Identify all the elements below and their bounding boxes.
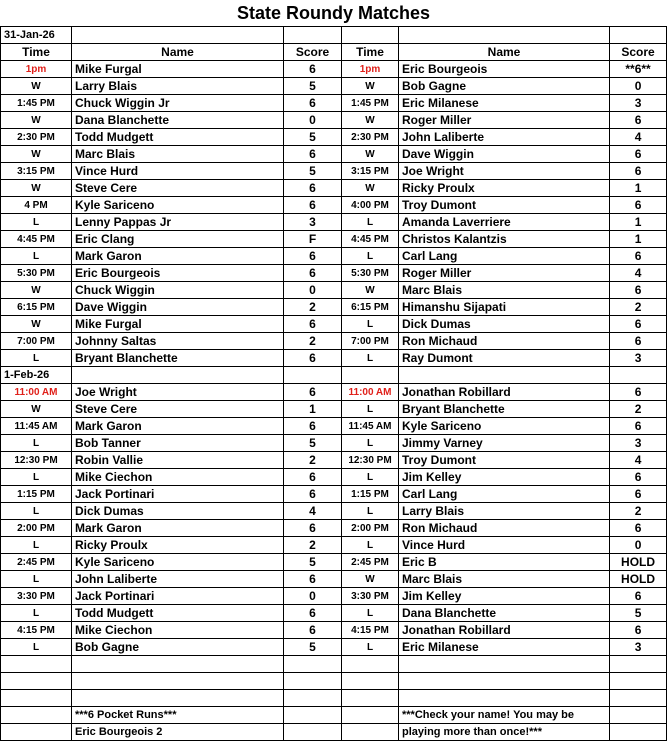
name-cell: Dave Wiggin: [72, 299, 284, 316]
score-cell: 6: [284, 486, 342, 503]
time-cell: L: [1, 214, 72, 231]
table-row: [1, 605, 667, 622]
score-cell: 3: [284, 214, 342, 231]
table-row: [1, 537, 667, 554]
blank-cell: [342, 656, 399, 673]
name-cell: Johnny Saltas: [72, 333, 284, 350]
table-row: [1, 503, 667, 520]
blank-cell: [72, 656, 284, 673]
name-cell: Chuck Wiggin: [72, 282, 284, 299]
table-row: [1, 78, 667, 95]
name-cell: Mark Garon: [72, 248, 284, 265]
table-row: [1, 520, 667, 537]
time-cell: 6:15 PM: [1, 299, 72, 316]
time-cell: 11:00 AM: [342, 384, 399, 401]
score-cell: 6: [610, 469, 667, 486]
time-cell: 1pm: [1, 61, 72, 78]
score-cell: F: [284, 231, 342, 248]
time-cell: 11:45 AM: [342, 418, 399, 435]
score-cell: 0: [610, 78, 667, 95]
note-row: [1, 724, 667, 741]
time-cell: W: [342, 571, 399, 588]
score-cell: HOLD: [610, 571, 667, 588]
time-cell: L: [1, 639, 72, 656]
table-row: [1, 486, 667, 503]
name-cell: Robin Vallie: [72, 452, 284, 469]
score-cell: 6: [284, 520, 342, 537]
table-row: [1, 333, 667, 350]
time-cell: 1:15 PM: [1, 486, 72, 503]
score-cell: 1: [610, 214, 667, 231]
name-cell: Jim Kelley: [399, 469, 610, 486]
name-cell: Eric Milanese: [399, 95, 610, 112]
blank-cell: [342, 707, 399, 724]
score-cell: 2: [284, 333, 342, 350]
time-cell: 1:45 PM: [342, 95, 399, 112]
note-right: ***Check your name! You may be: [399, 707, 610, 724]
name-cell: Ricky Proulx: [72, 537, 284, 554]
time-cell: 2:30 PM: [342, 129, 399, 146]
name-cell: Mike Ciechon: [72, 622, 284, 639]
score-cell: 5: [284, 554, 342, 571]
time-cell: L: [1, 503, 72, 520]
score-cell: 6: [610, 622, 667, 639]
score-cell: 4: [284, 503, 342, 520]
name-cell: Bob Gagne: [399, 78, 610, 95]
score-cell: 6: [610, 316, 667, 333]
time-cell: 4 PM: [1, 197, 72, 214]
blank-cell: [610, 673, 667, 690]
score-cell: 3: [610, 435, 667, 452]
name-cell: Marc Blais: [72, 146, 284, 163]
table-row: [1, 639, 667, 656]
header-score-right: Score: [610, 44, 667, 61]
blank-cell: [284, 367, 342, 384]
score-cell: 2: [284, 299, 342, 316]
time-cell: L: [1, 248, 72, 265]
name-cell: Mike Ciechon: [72, 469, 284, 486]
time-cell: W: [1, 180, 72, 197]
name-cell: Roger Miller: [399, 112, 610, 129]
name-cell: Carl Lang: [399, 248, 610, 265]
time-cell: W: [342, 146, 399, 163]
blank-cell: [284, 656, 342, 673]
time-cell: 2:45 PM: [1, 554, 72, 571]
name-cell: Jonathan Robillard: [399, 384, 610, 401]
table-row: [1, 418, 667, 435]
name-cell: Todd Mudgett: [72, 129, 284, 146]
name-cell: Steve Cere: [72, 401, 284, 418]
score-cell: 6: [284, 265, 342, 282]
blank-cell: [1, 690, 72, 707]
day1-date: 31-Jan-26: [1, 27, 72, 44]
header-score-left: Score: [284, 44, 342, 61]
name-cell: Dana Blanchette: [72, 112, 284, 129]
date-row: [1, 367, 667, 384]
time-cell: 3:30 PM: [342, 588, 399, 605]
table-row: [1, 248, 667, 265]
time-cell: L: [1, 350, 72, 367]
time-cell: 5:30 PM: [1, 265, 72, 282]
time-cell: 1:45 PM: [1, 95, 72, 112]
blank-cell: [284, 724, 342, 741]
table-row: [1, 197, 667, 214]
score-cell: 5: [284, 639, 342, 656]
blank-row: [1, 673, 667, 690]
time-cell: W: [1, 146, 72, 163]
score-cell: 6: [284, 350, 342, 367]
name-cell: Mike Furgal: [72, 61, 284, 78]
name-cell: Troy Dumont: [399, 197, 610, 214]
score-cell: 5: [284, 78, 342, 95]
table-row: [1, 350, 667, 367]
score-cell: 4: [610, 129, 667, 146]
time-cell: 3:15 PM: [1, 163, 72, 180]
time-cell: L: [342, 248, 399, 265]
note-left: ***6 Pocket Runs***: [72, 707, 284, 724]
table-row: [1, 452, 667, 469]
table-row: [1, 265, 667, 282]
day2-date: 1-Feb-26: [1, 367, 72, 384]
blank-cell: [610, 656, 667, 673]
table-row: [1, 214, 667, 231]
note-left: Eric Bourgeois 2: [72, 724, 284, 741]
header-time-left: Time: [1, 44, 72, 61]
time-cell: 4:45 PM: [342, 231, 399, 248]
score-cell: 6: [610, 520, 667, 537]
score-cell: 6: [610, 384, 667, 401]
name-cell: Eric B: [399, 554, 610, 571]
name-cell: Joe Wright: [399, 163, 610, 180]
name-cell: Amanda Laverriere: [399, 214, 610, 231]
time-cell: 4:45 PM: [1, 231, 72, 248]
name-cell: Mark Garon: [72, 418, 284, 435]
blank-cell: [399, 673, 610, 690]
table-row: [1, 299, 667, 316]
note-right: playing more than once!***: [399, 724, 610, 741]
name-cell: Vince Hurd: [399, 537, 610, 554]
score-cell: 5: [284, 435, 342, 452]
score-cell: 3: [610, 639, 667, 656]
score-cell: 6: [284, 61, 342, 78]
name-cell: Dana Blanchette: [399, 605, 610, 622]
score-cell: 6: [284, 180, 342, 197]
score-cell: 6: [284, 605, 342, 622]
blank-cell: [72, 690, 284, 707]
time-cell: W: [1, 112, 72, 129]
header-name-left: Name: [72, 44, 284, 61]
time-cell: L: [1, 571, 72, 588]
name-cell: Bob Gagne: [72, 639, 284, 656]
table-row: [1, 180, 667, 197]
time-cell: W: [342, 112, 399, 129]
time-cell: 11:00 AM: [1, 384, 72, 401]
score-cell: 6: [284, 469, 342, 486]
time-cell: 5:30 PM: [342, 265, 399, 282]
time-cell: W: [1, 78, 72, 95]
table-row: [1, 571, 667, 588]
table-row: [1, 163, 667, 180]
score-cell: 2: [610, 401, 667, 418]
score-cell: 3: [610, 95, 667, 112]
name-cell: Kyle Sariceno: [72, 554, 284, 571]
blank-cell: [72, 367, 284, 384]
time-cell: 2:45 PM: [342, 554, 399, 571]
blank-cell: [610, 690, 667, 707]
name-cell: Larry Blais: [72, 78, 284, 95]
name-cell: Eric Bourgeois: [399, 61, 610, 78]
score-cell: 3: [610, 350, 667, 367]
score-cell: 6: [610, 163, 667, 180]
time-cell: L: [342, 401, 399, 418]
name-cell: Lenny Pappas Jr: [72, 214, 284, 231]
name-cell: Chuck Wiggin Jr: [72, 95, 284, 112]
time-cell: L: [1, 605, 72, 622]
time-cell: W: [1, 282, 72, 299]
time-cell: W: [342, 282, 399, 299]
blank-cell: [610, 707, 667, 724]
time-cell: L: [342, 214, 399, 231]
title-row: [1, 0, 667, 27]
name-cell: Jimmy Varney: [399, 435, 610, 452]
score-cell: 6: [284, 248, 342, 265]
time-cell: L: [1, 537, 72, 554]
name-cell: Bryant Blanchette: [399, 401, 610, 418]
table-row: [1, 282, 667, 299]
score-cell: 6: [284, 95, 342, 112]
score-cell: 6: [610, 333, 667, 350]
blank-cell: [399, 656, 610, 673]
blank-cell: [284, 707, 342, 724]
name-cell: Mark Garon: [72, 520, 284, 537]
name-cell: Dave Wiggin: [399, 146, 610, 163]
score-cell: HOLD: [610, 554, 667, 571]
time-cell: W: [1, 316, 72, 333]
score-cell: 6: [284, 622, 342, 639]
blank-row: [1, 656, 667, 673]
time-cell: 7:00 PM: [342, 333, 399, 350]
score-cell: 6: [610, 248, 667, 265]
name-cell: John Laliberte: [72, 571, 284, 588]
name-cell: Troy Dumont: [399, 452, 610, 469]
time-cell: 4:00 PM: [342, 197, 399, 214]
date-row: [1, 27, 667, 44]
time-cell: 1:15 PM: [342, 486, 399, 503]
blank-cell: [610, 367, 667, 384]
score-cell: 6: [610, 588, 667, 605]
table-row: [1, 146, 667, 163]
time-cell: 6:15 PM: [342, 299, 399, 316]
score-cell: 6: [284, 418, 342, 435]
score-cell: 6: [610, 112, 667, 129]
score-cell: 2: [610, 299, 667, 316]
score-cell: 5: [284, 163, 342, 180]
table-row: [1, 61, 667, 78]
blank-cell: [1, 707, 72, 724]
time-cell: 2:00 PM: [1, 520, 72, 537]
name-cell: Jack Portinari: [72, 588, 284, 605]
table-row: [1, 231, 667, 248]
blank-cell: [1, 656, 72, 673]
blank-cell: [72, 673, 284, 690]
time-cell: L: [342, 639, 399, 656]
time-cell: L: [342, 503, 399, 520]
score-cell: 6: [610, 418, 667, 435]
time-cell: 3:15 PM: [342, 163, 399, 180]
blank-cell: [399, 367, 610, 384]
time-cell: L: [1, 469, 72, 486]
time-cell: 4:15 PM: [342, 622, 399, 639]
score-cell: 1: [610, 231, 667, 248]
name-cell: Eric Milanese: [399, 639, 610, 656]
time-cell: 12:30 PM: [342, 452, 399, 469]
time-cell: 7:00 PM: [1, 333, 72, 350]
score-cell: 6: [284, 146, 342, 163]
score-cell: 0: [284, 282, 342, 299]
table-row: [1, 316, 667, 333]
name-cell: Dick Dumas: [399, 316, 610, 333]
score-cell: 5: [284, 129, 342, 146]
score-cell: 6: [610, 197, 667, 214]
blank-cell: [1, 724, 72, 741]
time-cell: L: [342, 605, 399, 622]
table-row: [1, 384, 667, 401]
time-cell: L: [342, 435, 399, 452]
name-cell: Kyle Sariceno: [72, 197, 284, 214]
name-cell: Bryant Blanchette: [72, 350, 284, 367]
name-cell: Marc Blais: [399, 282, 610, 299]
blank-cell: [342, 690, 399, 707]
table-row: [1, 95, 667, 112]
name-cell: Roger Miller: [399, 265, 610, 282]
name-cell: Christos Kalantzis: [399, 231, 610, 248]
name-cell: Jonathan Robillard: [399, 622, 610, 639]
name-cell: Joe Wright: [72, 384, 284, 401]
name-cell: Vince Hurd: [72, 163, 284, 180]
blank-cell: [284, 690, 342, 707]
score-cell: **6**: [610, 61, 667, 78]
table-row: [1, 112, 667, 129]
time-cell: W: [1, 401, 72, 418]
score-cell: 0: [284, 588, 342, 605]
table-row: [1, 588, 667, 605]
time-cell: L: [342, 469, 399, 486]
blank-cell: [1, 673, 72, 690]
name-cell: John Laliberte: [399, 129, 610, 146]
score-cell: 2: [284, 452, 342, 469]
note-row: [1, 707, 667, 724]
name-cell: Ricky Proulx: [399, 180, 610, 197]
time-cell: 4:15 PM: [1, 622, 72, 639]
blank-cell: [399, 690, 610, 707]
blank-row: [1, 690, 667, 707]
table-row: [1, 554, 667, 571]
name-cell: Larry Blais: [399, 503, 610, 520]
blank-cell: [342, 724, 399, 741]
blank-cell: [284, 673, 342, 690]
time-cell: 1pm: [342, 61, 399, 78]
score-cell: 6: [284, 316, 342, 333]
score-cell: 5: [610, 605, 667, 622]
name-cell: Mike Furgal: [72, 316, 284, 333]
name-cell: Ron Michaud: [399, 520, 610, 537]
name-cell: Jack Portinari: [72, 486, 284, 503]
score-cell: 2: [610, 503, 667, 520]
table-row: [1, 129, 667, 146]
table-row: [1, 469, 667, 486]
score-cell: 6: [610, 282, 667, 299]
time-cell: L: [1, 435, 72, 452]
name-cell: Marc Blais: [399, 571, 610, 588]
score-cell: 6: [610, 146, 667, 163]
name-cell: Eric Clang: [72, 231, 284, 248]
score-cell: 1: [284, 401, 342, 418]
time-cell: 2:30 PM: [1, 129, 72, 146]
score-cell: 0: [610, 537, 667, 554]
score-cell: 1: [610, 180, 667, 197]
score-cell: 6: [284, 197, 342, 214]
header-row: [1, 44, 667, 61]
name-cell: Jim Kelley: [399, 588, 610, 605]
name-cell: Himanshu Sijapati: [399, 299, 610, 316]
blank-cell: [342, 367, 399, 384]
time-cell: L: [342, 537, 399, 554]
time-cell: W: [342, 78, 399, 95]
score-cell: 6: [610, 486, 667, 503]
time-cell: L: [342, 316, 399, 333]
score-cell: 4: [610, 265, 667, 282]
name-cell: Todd Mudgett: [72, 605, 284, 622]
score-cell: 2: [284, 537, 342, 554]
table-row: [1, 435, 667, 452]
score-cell: 6: [284, 571, 342, 588]
score-cell: 4: [610, 452, 667, 469]
table-row: [1, 401, 667, 418]
name-cell: Kyle Sariceno: [399, 418, 610, 435]
table-row: [1, 622, 667, 639]
name-cell: Carl Lang: [399, 486, 610, 503]
name-cell: Bob Tanner: [72, 435, 284, 452]
page-title: State Roundy Matches: [1, 0, 667, 27]
name-cell: Eric Bourgeois: [72, 265, 284, 282]
header-time-right: Time: [342, 44, 399, 61]
score-cell: 0: [284, 112, 342, 129]
name-cell: Ray Dumont: [399, 350, 610, 367]
score-cell: 6: [284, 384, 342, 401]
time-cell: 12:30 PM: [1, 452, 72, 469]
time-cell: 2:00 PM: [342, 520, 399, 537]
time-cell: 11:45 AM: [1, 418, 72, 435]
blank-cell: [342, 673, 399, 690]
blank-cell: [610, 724, 667, 741]
time-cell: 3:30 PM: [1, 588, 72, 605]
name-cell: Dick Dumas: [72, 503, 284, 520]
name-cell: Ron Michaud: [399, 333, 610, 350]
time-cell: W: [342, 180, 399, 197]
time-cell: L: [342, 350, 399, 367]
header-name-right: Name: [399, 44, 610, 61]
name-cell: Steve Cere: [72, 180, 284, 197]
